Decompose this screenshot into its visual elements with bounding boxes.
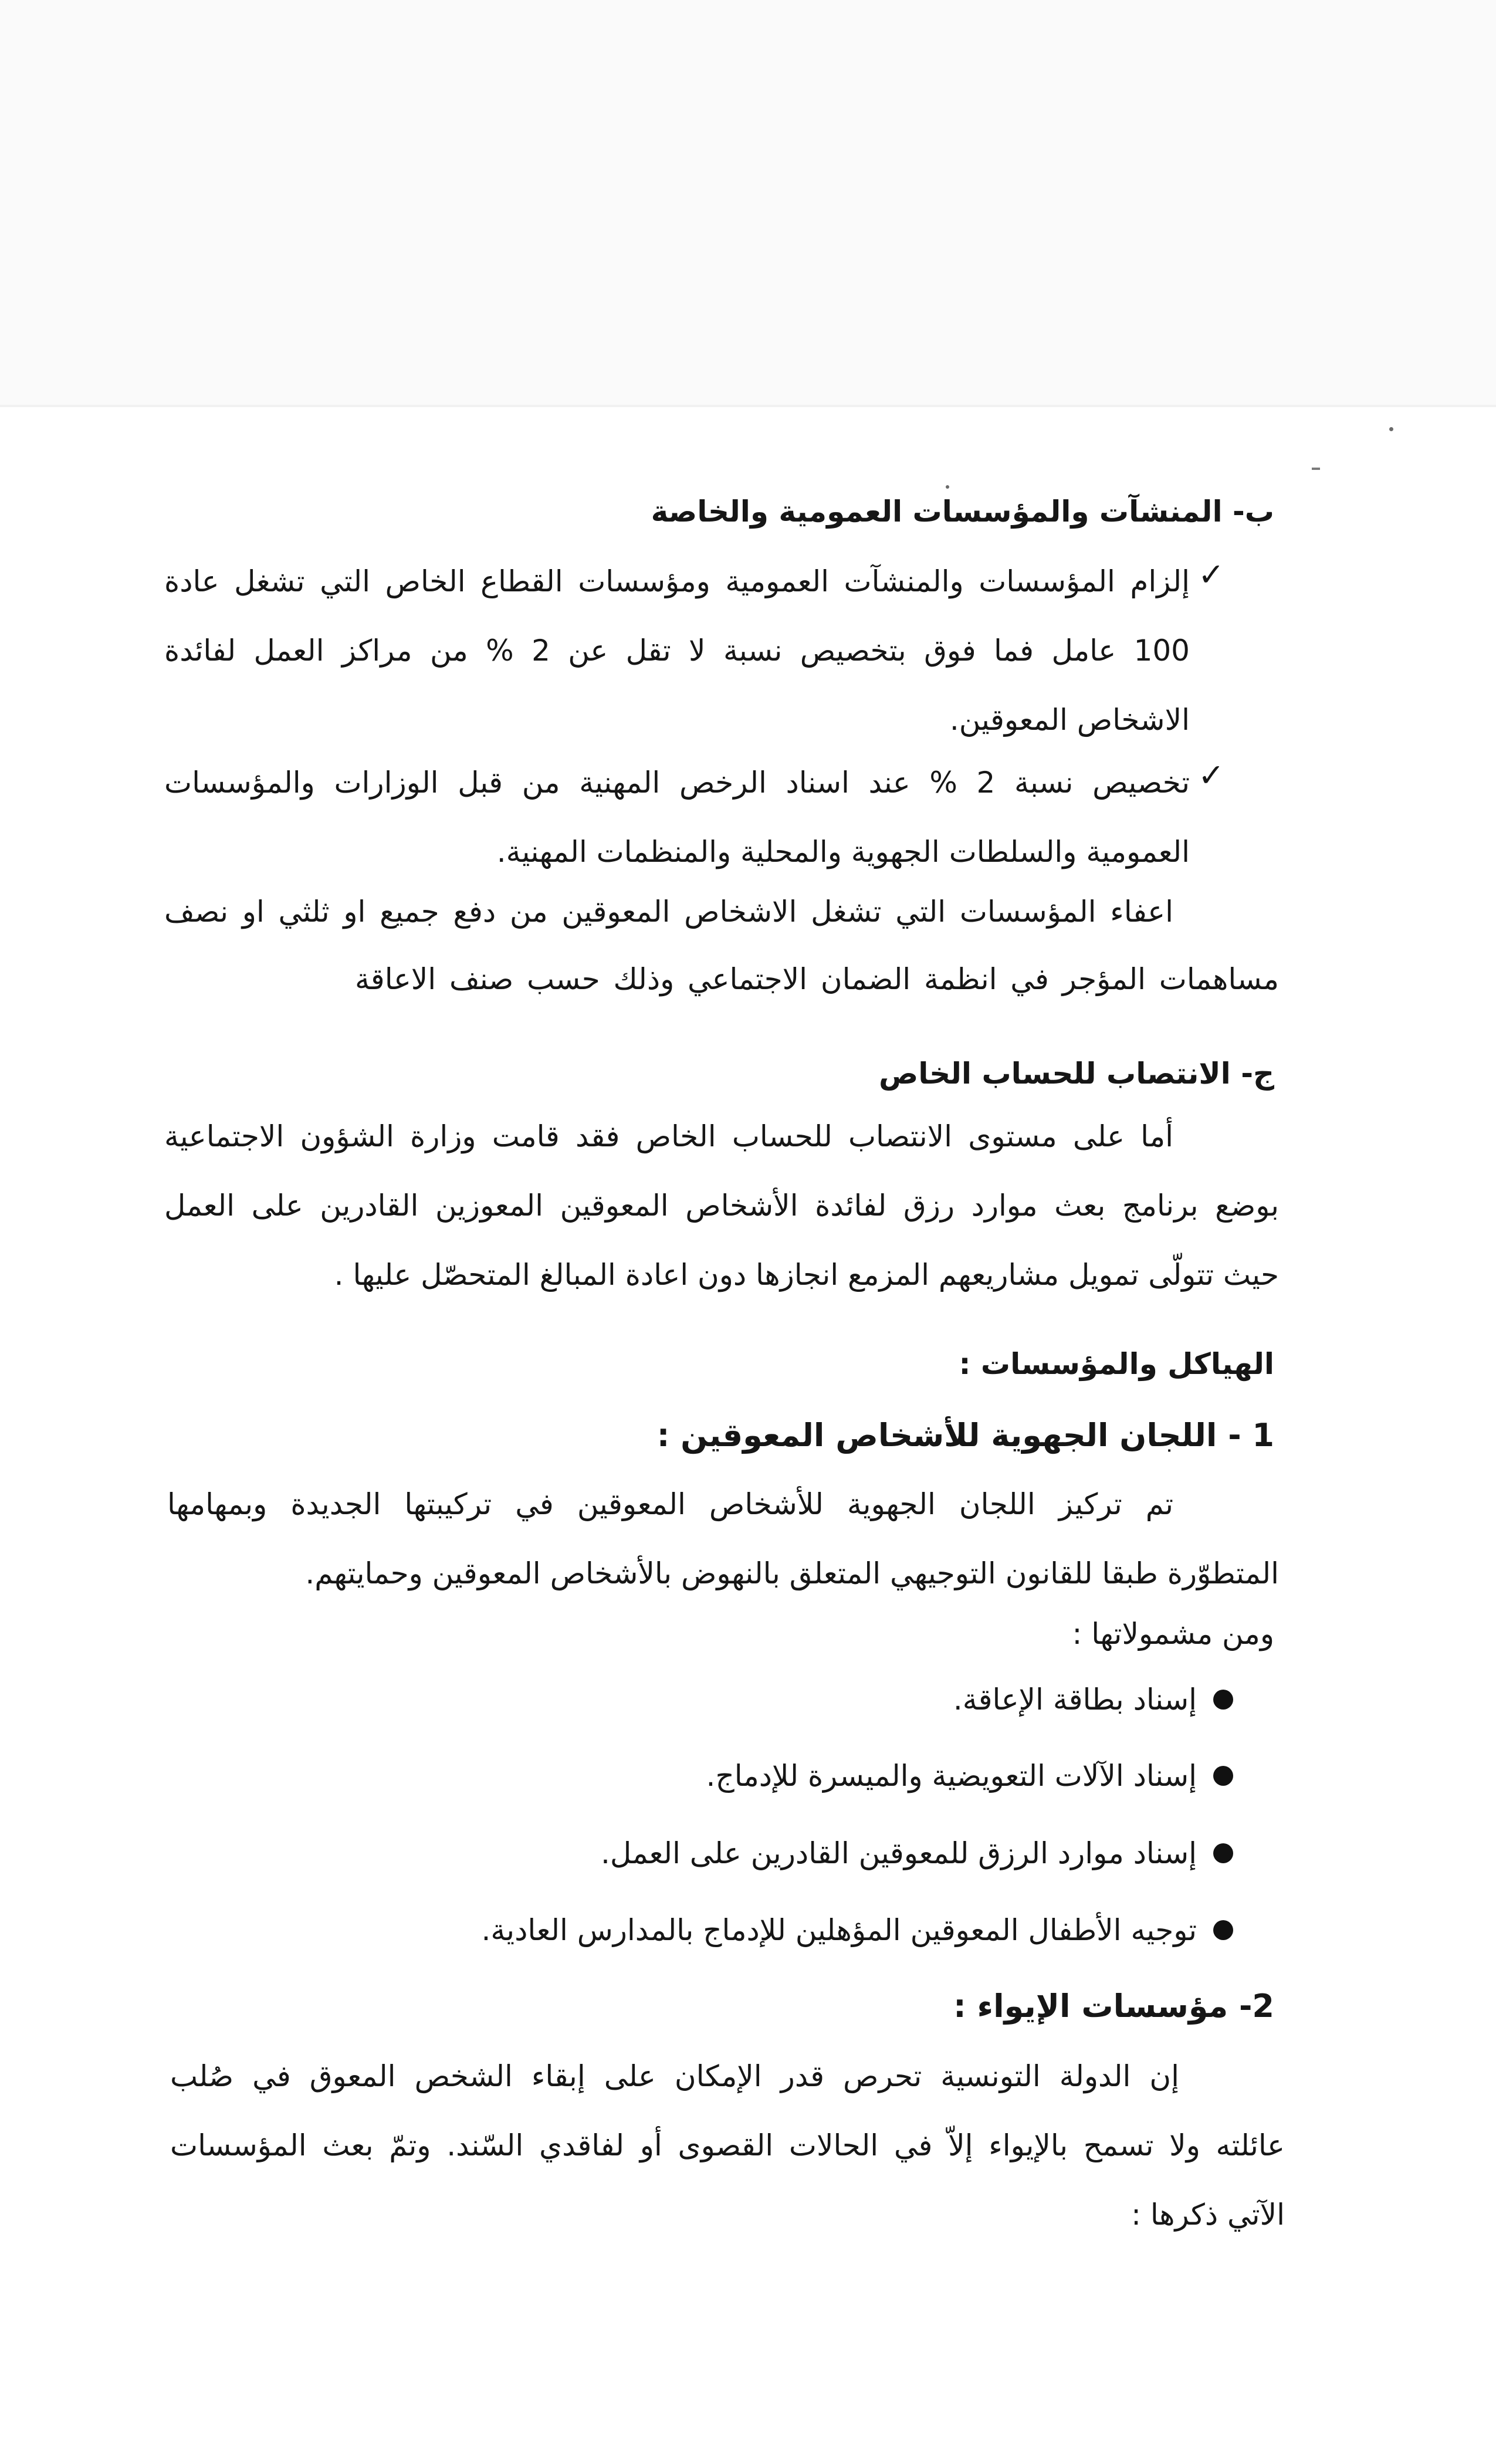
exemption-line-1	[164, 877, 1173, 946]
section-b-item-1	[164, 547, 1190, 754]
text-line: اعفاء المؤسسات التي تشغل الاشخاص المعوقين من دفع جميع او ثلثي او نصف	[164, 895, 1173, 929]
checkmark-icon: ✓	[1198, 556, 1225, 593]
scan-edge	[0, 405, 1496, 407]
task-item: إسناد بطاقة الإعاقة.	[953, 1683, 1197, 1717]
text-line: مساهمات المؤجر في انظمة الضمان الاجتماعي وذلك حسب صنف الاعاقة	[355, 962, 1279, 996]
text-line: 100 عامل فما فوق بتخصيص نسبة لا تقل عن 2 % من مراكز العمل لفائدة	[164, 634, 1190, 668]
tasks-intro: ومن مشمولاتها :	[1072, 1617, 1274, 1651]
blank-top-margin	[0, 0, 1496, 405]
text-line: إلزام المؤسسات والمنشآت العمومية ومؤسسات القطاع الخاص التي تشغل عادة	[164, 564, 1190, 598]
text-line: إن الدولة التونسية تحرص قدر الإمكان على إبقاء الشخص المعوق في صُلب	[170, 2059, 1179, 2093]
bullet-icon	[1213, 1920, 1233, 1940]
text-line: أما على مستوى الانتصاب للحساب الخاص فقد قامت وزارة الشؤون الاجتماعية	[164, 1119, 1173, 1153]
shelter-institutions-heading: 2- مؤسسات الإيواء :	[953, 1988, 1274, 2025]
task-item: إسناد الآلات التعويضية والميسرة للإدماج.	[706, 1759, 1197, 1793]
checkmark-icon: ✓	[1198, 757, 1225, 794]
text-line: حيث تتولّى تمويل مشاريعهم المزمع انجازها دون اعادة المبالغ المتحصّل عليها .	[334, 1258, 1279, 1292]
structures-heading: الهياكل والمؤسسات :	[959, 1347, 1274, 1381]
text-line: بوضع برنامج بعث موارد رزق لفائدة الأشخاص المعوقين المعوزين القادرين على العمل	[164, 1189, 1279, 1223]
text-line: عائلته ولا تسمح بالإيواء إلاّ في الحالات القصوى أو لفاقدي السّند. وتمّ بعث المؤسسات	[170, 2128, 1285, 2162]
text-line: المتطوّرة طبقا للقانون التوجيهي المتعلق بالنهوض بالأشخاص المعوقين وحمايتهم.	[305, 1556, 1279, 1590]
section-c-heading: ج- الانتصاب للحساب الخاص	[879, 1057, 1274, 1091]
section-c-paragraph	[164, 1102, 1279, 1309]
text-line: الاشخاص المعوقين.	[949, 703, 1190, 737]
regional-committees-heading: 1 - اللجان الجهوية للأشخاص المعوقين :	[656, 1417, 1274, 1454]
text-line: تخصيص نسبة 2 % عند اسناد الرخص المهنية من قبل الوزارات والمؤسسات	[164, 766, 1190, 800]
regional-committees-paragraph	[167, 1470, 1279, 1608]
scan-speck	[1389, 427, 1393, 431]
exemption-line-2	[355, 945, 1279, 1014]
text-line: الآتي ذكرها :	[1131, 2198, 1285, 2232]
section-b-heading: ب- المنشآت والمؤسسات العمومية والخاصة	[651, 495, 1274, 529]
text-line: تم تركيز اللجان الجهوية للأشخاص المعوقين في تركيبتها الجديدة وبمهامها	[167, 1487, 1173, 1521]
bullet-icon	[1213, 1843, 1233, 1863]
task-item: توجيه الأطفال المعوقين المؤهلين للإدماج بالمدارس العادية.	[481, 1913, 1197, 1947]
scan-mark	[1312, 468, 1320, 470]
shelter-institutions-paragraph	[170, 2042, 1285, 2249]
task-item: إسناد موارد الرزق للمعوقين القادرين على العمل.	[600, 1836, 1197, 1870]
bullet-icon	[1213, 1766, 1233, 1786]
text-line: العمومية والسلطات الجهوية والمحلية والمنظمات المهنية.	[496, 835, 1190, 869]
bullet-icon	[1213, 1690, 1233, 1710]
section-b-item-2	[164, 748, 1190, 886]
